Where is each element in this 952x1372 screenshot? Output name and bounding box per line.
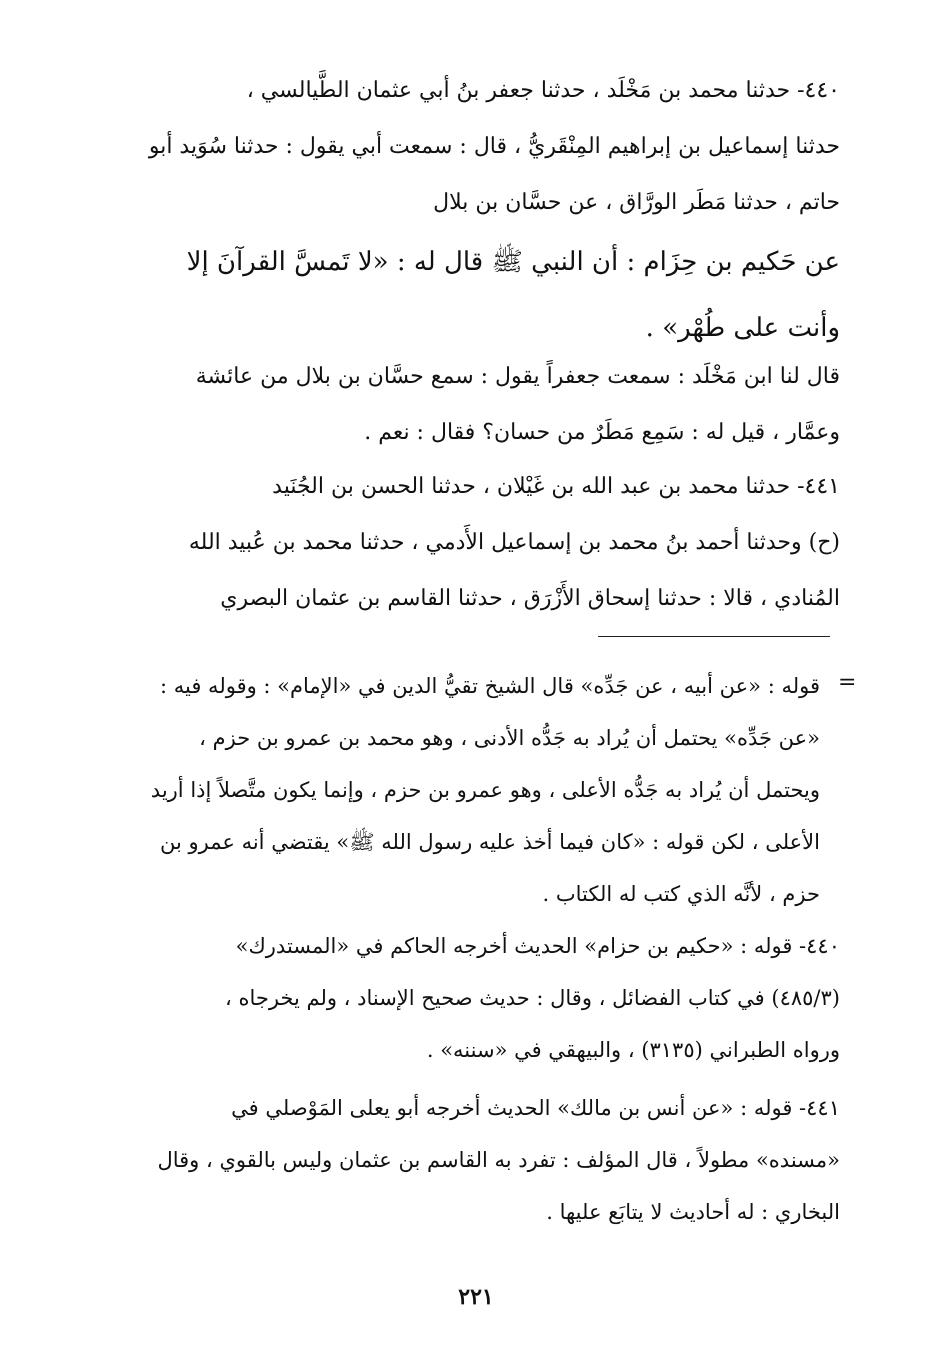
footnote-line: حزم ، لأنَّه الذي كتب له الكتاب . [542,882,820,906]
hadith-440-matn [130,229,840,361]
text-line: حاتم ، حدثنا مَطَر الورَّاق ، عن حسَّان بن بلال [433,190,840,215]
text-line: عن حَكيم بن حِزَام : أن النبي ﷺ قال له : «لا تَمسَّ القرآنَ إلا [186,247,840,277]
page-number: ٢٢١ [458,1284,494,1310]
footnote-continuation-mark: = [838,670,857,695]
footnote-line: الأعلى ، لكن قوله : «كان فيما أخذ عليه رسول الله ﷺ» يقتضي أنه عمرو بن [160,830,820,854]
footnote-line: (٤٨٥/٣) في كتاب الفضائل ، وقال : حديث صحيح الإسناد ، ولم يخرجاه ، [224,986,840,1010]
text-line: (ح) وحدثنا أحمد بنُ محمد بن إسماعيل الأَدمي ، حدثنا محمد بن عُبيد الله [188,530,840,555]
footnote-line: «عن جَدِّه» يحتمل أن يُراد به جَدُّه الأدنى ، وهو محمد بن عمرو بن حزم ، [199,726,820,750]
text-line: قال لنا ابن مَخْلَد : سمعت جعفراً يقول : سمع حسَّان بن بلال من عائشة [195,364,840,389]
hadith-441-isnad [130,459,840,627]
footnote-441 [130,1082,840,1238]
footnote-line: «مسنده» مطولاً ، قال المؤلف : تفرد به القاسم بن عثمان وليس بالقوي ، وقال [157,1148,840,1172]
footnote-continued [130,660,820,920]
hadith-440-isnad [130,63,840,231]
text-line: وأنت على طُهْر» . [645,313,840,343]
text-line: حدثنا إسماعيل بن إبراهيم المِنْقَريُّ ، قال : سمعت أبي يقول : حدثنا سُوَيد أبو [148,134,840,159]
footnote-line: ورواه الطبراني (٣١٣٥) ، والبيهقي في «سننه» . [426,1038,840,1062]
footnote-440 [130,920,840,1076]
footnote-line: ٤٤٠- قوله : «حكيم بن حزام» الحديث أخرجه الحاكم في «المستدرك» [235,934,840,958]
footnote-line: قوله : «عن أبيه ، عن جَدِّه» قال الشيخ تقيُّ الدين في «الإمام» : وقوله فيه : [160,674,820,698]
footnote-line: البخاري : له أحاديث لا يتابَع عليها . [546,1200,840,1224]
footnote-line: ٤٤١- قوله : «عن أنس بن مالك» الحديث أخرجه أبو يعلى المَوْصلي في [231,1096,840,1120]
text-line: المُنادي ، قالا : حدثنا إسحاق الأَزْرَق ، حدثنا القاسم بن عثمان البصري [220,586,840,611]
text-line: ٤٤٠- حدثنا محمد بن مَخْلَد ، حدثنا جعفر بنُ أبي عثمان الطَّيالسي ، [246,78,840,103]
footnote-separator [598,636,830,637]
text-line: وعمَّار ، قيل له : سَمِع مَطَرٌ من حسان؟ فقال : نعم . [364,420,840,445]
text-line: ٤٤١- حدثنا محمد بن عبد الله بن غَيْلان ، حدثنا الحسن بن الجُنَيد [272,474,840,499]
hadith-440-comment [130,349,840,461]
footnote-line: ويحتمل أن يُراد به جَدُّه الأعلى ، وهو عمرو بن حزم ، وإنما يكون متَّصلاً إذا أريد [150,778,820,802]
